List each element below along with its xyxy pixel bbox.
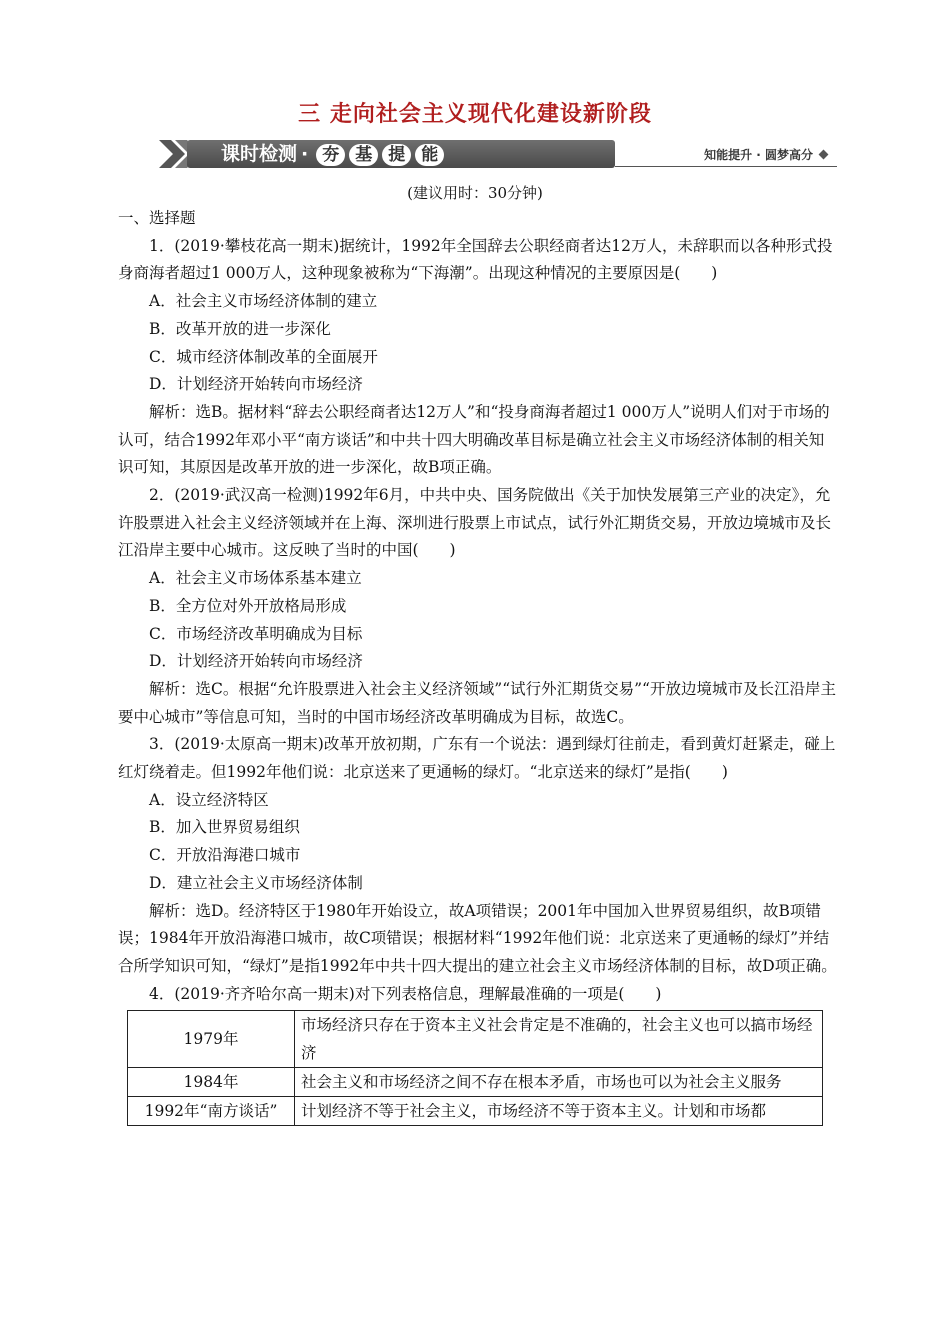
banner-underline [615,166,837,167]
answer-option: A．设立经济特区 [149,790,269,809]
banner-slogan: 知能提升 · 圆梦高分 [704,148,813,162]
answer-option: A．社会主义市场体系基本建立 [149,569,362,588]
table-cell-text: 社会主义和市场经济之间不存在根本矛盾，市场也可以为社会主义服务 [295,1068,823,1097]
answer-analysis: 解析：选B。据材料“辞去公职经商者达12万人”和“投身商海者超过1 000万人”说明人们对于市场的认可，结合1992年邓小平“南方谈话”和中共十四大明确改革目标是确立社会主义市场经济体制的相关知识可知，其原因是改革开放的进一步深化，故B项正确。 [118,402,830,477]
answer-option: C．城市经济体制改革的全面展开 [149,347,378,366]
diamond-icon [819,150,829,160]
section-banner [157,136,837,172]
table-row [128,1097,823,1126]
answer-option: C．开放沿海港口城市 [149,846,301,865]
answer-analysis: 解析：选C。根据“允许股票进入社会主义经济领域”“试行外汇期货交易”“开放边境城市及长江沿岸主要中心城市”等信息可知，当时的中国市场经济改革明确成为目标，故选C。 [118,679,836,726]
banner-dot: · [301,143,309,165]
question-stem: 2．(2019·武汉高一检测)1992年6月，中共中央、国务院做出《关于加快发展第三产业的决定》，允许股票进入社会主义经济领域并在上海、深圳进行股票上市试点，试行外汇期货交易，开放边境城市及长江沿岸主要中心城市。这反映了当时的中国( ) [118,486,832,560]
table-row [128,1011,823,1068]
table-cell-year: 1992年“南方谈话” [128,1097,295,1126]
page-title: 三 走向社会主义现代化建设新阶段 [298,102,652,127]
time-note: (建议用时：30分钟) [407,184,543,202]
table-cell-year: 1984年 [128,1068,295,1097]
table-cell-text: 计划经济不等于社会主义，市场经济不等于资本主义。计划和市场都 [295,1097,823,1126]
answer-option: D．计划经济开始转向市场经济 [149,375,363,394]
answer-option: C．市场经济改革明确成为目标 [149,624,363,643]
table-cell-text: 市场经济只存在于资本主义社会肯定是不准确的，社会主义也可以搞市场经济 [295,1011,823,1068]
question-stem: 1．(2019·攀枝花高一期末)据统计，1992年全国辞去公职经商者达12万人，未辞职而以各种形式投身商海者超过1 000万人，这种现象被称为“下海潮”。出现这种情况的主要原因是( ) [118,236,833,283]
table-row [128,1068,823,1097]
section-heading: 一、选择题 [118,209,196,227]
question-content [118,205,838,1126]
answer-option: A．社会主义市场经济体制的建立 [149,292,378,311]
question-stem: 3．(2019·太原高一期末)改革开放初期，广东有一个说法：遇到绿灯往前走，看到黄灯赶紧走，碰上红灯绕着走。但1992年他们说：北京送来了更通畅的绿灯。“北京送来的绿灯”是指( ) [118,735,836,782]
answer-option: D．建立社会主义市场经济体制 [149,873,363,892]
info-table [127,1010,823,1126]
answer-option: B．全方位对外开放格局形成 [149,596,347,615]
banner-badge: 能 [415,144,444,166]
answer-option: B．改革开放的进一步深化 [149,319,331,338]
question-stem: 4．(2019·齐齐哈尔高一期末)对下列表格信息，理解最准确的一项是( ) [149,984,662,1003]
banner-label: 课时检测 [221,143,298,165]
answer-option: D．计划经济开始转向市场经济 [149,652,363,671]
banner-badge: 提 [382,144,411,166]
banner-badge: 夯 [316,144,345,166]
table-cell-year: 1979年 [128,1011,295,1068]
banner-badge: 基 [349,144,378,166]
banner-label-group [221,140,444,168]
answer-analysis: 解析：选D。经济特区于1980年开始设立，故A项错误；2001年中国加入世界贸易组织，故B项错误；1984年开放沿海港口城市，故C项错误；根据材料“1992年他们说：北京送来了更通畅的绿灯”并结合所学知识可知，“绿灯”是指1992年中共十四大提出的建立社会主义市场经济体制的目标，故D项正确。 [118,901,837,975]
answer-option: B．加入世界贸易组织 [149,818,300,837]
